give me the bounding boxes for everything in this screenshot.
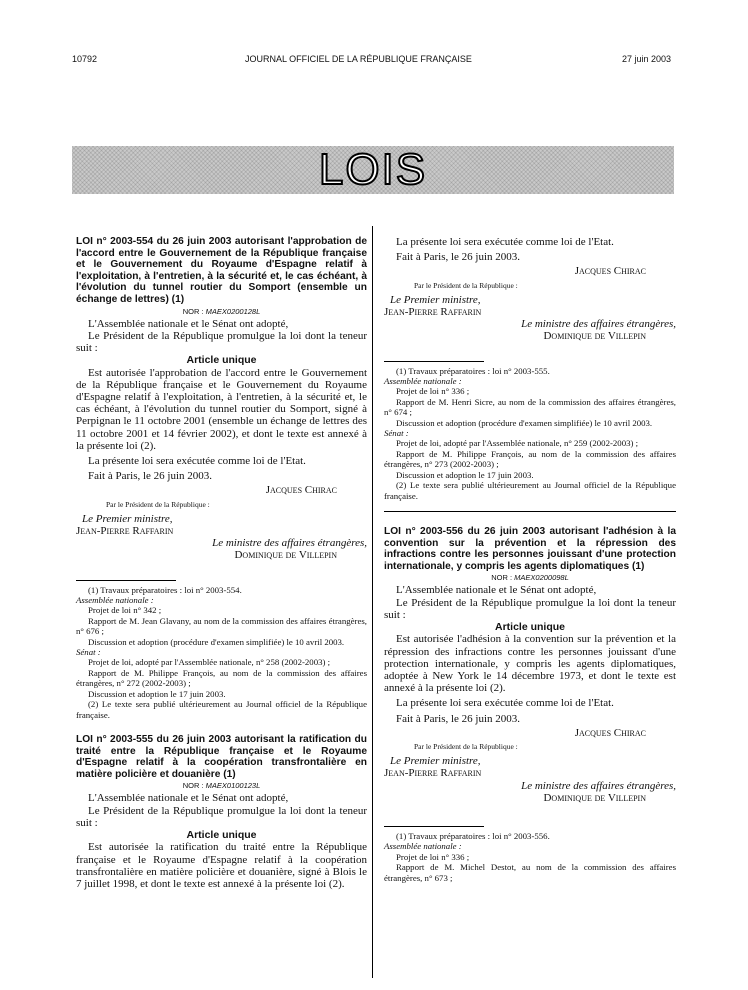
journal-title: JOURNAL OFFICIEL DE LA RÉPUBLIQUE FRANÇAISE [245,54,472,64]
footnote-line: Discussion et adoption (procédure d'examen simplifiée) le 10 avril 2003. [88,636,345,647]
law-555-article-text: Est autorisée la ratification du traité entre la République française et le Royaume d'Espagne relatif à la coopération transfrontalière en matière policière et douanière, signé à Blois le 7 juillet 1998, et dont le texte est annexé à la présente loi (2). [76,841,367,890]
footnote-line: Discussion et adoption (procédure d'examen simplifiée) le 10 avril 2003. [396,417,653,428]
law-556-by-president: Par le Président de la République : [414,741,518,751]
law-554-footnote-rule [76,580,176,581]
footnote-line: Discussion et adoption le 17 juin 2003. [396,469,534,480]
law-556-footnotes [384,831,676,883]
section-title: LOIS [318,145,428,194]
law-554-article-heading: Article unique [186,354,257,367]
right-column [384,236,676,883]
footnote-line: Rapport de M. Jean Glavany, au nom de la commission des affaires étrangères, n° 676 ; [76,615,367,637]
column-divider [372,226,373,978]
footnote-line: Rapport de M. Michel Destot, au nom de la commission des affaires étrangères, n° 673 ; [384,862,676,883]
footnote-title: (1) Travaux préparatoires : loi n° 2003-555. [396,365,550,376]
footnote-line: Discussion et adoption le 17 juin 2003. [88,688,226,699]
footnote-line: Rapport de M. Philippe François, au nom de la commission des affaires étrangères, n° 273 (2002-2003) ; [384,448,676,470]
footnote-line: Rapport de M. Philippe François, au nom de la commission des affaires étrangères, n° 272 (2002-2003) ; [76,667,367,689]
law-556-promulgation: Le Président de la République promulgue la loi dont la teneur suit : [384,596,676,621]
law-554-title: LOI n° 2003-554 du 26 juin 2003 autorisant l'approbation de l'accord entre le Gouvernement de la République française et le Gouvernement du Royaume d'Espagne relatif à l'exploitation, à l'entretien, à la sécurité et, le cas échéant, à l'évolution du tunnel routier du Somport (ensemble un échange de lettres) (1) [76,236,367,305]
law-555-title: LOI n° 2003-555 du 26 juin 2003 autorisant la ratification du traité entre la République française et le Royaume d'Espagne relatif à la coopération transfrontalière en matière policière et douanière (1) [76,733,367,780]
footnote-line: Projet de loi n° 336 ; [396,386,470,397]
footnote-line: Assemblée nationale : [384,841,462,852]
law-556-title: LOI n° 2003-556 du 26 juin 2003 autorisant l'adhésion à la convention sur la prévention et la répression des infractions contre les personnes jouissant d'une protection internationale, y compris les agents diplomatiques (1) [384,525,676,572]
footnote-title: (1) Travaux préparatoires : loi n° 2003-556. [396,830,550,841]
law-555-adopted: L'Assemblée nationale et le Sénat ont adopté, [88,792,289,805]
law-556-signature-president: Jacques Chirac [574,726,646,739]
law-554-adopted: L'Assemblée nationale et le Sénat ont adopté, [88,317,289,330]
law-554-article-text: Est autorisée l'approbation de l'accord entre le Gouvernement de la République française et le Gouvernement du Royaume d'Espagne relatif à l'exploitation, à l'entretien, à la sécurité et, le cas échéant, à l'évolution du tunnel routier du Somport, signé à Perpignan le 11 octobre 2001 (ensemble un échange de lettres des 11 octobre 2001 et 14 février 2002), et dont le texte est annexé à la présente loi (2). [76,366,367,452]
law-554-minister-label: Le ministre des affaires étrangères, [212,537,367,550]
law-555-nor: NOR : MAEX0100123L [182,781,261,791]
law-556-article-heading: Article unique [494,621,565,634]
footnote-line: Sénat : [384,428,409,439]
law-554-pm-name: Jean-Pierre Raffarin [76,525,174,538]
law-555-pm-label: Le Premier ministre, [390,293,481,306]
page-number: 10792 [72,54,98,64]
issue-date: 27 juin 2003 [622,54,672,64]
footnote-line: Rapport de M. Henri Sicre, au nom de la commission des affaires étrangères, n° 674 ; [384,396,676,418]
law-554-by-president: Par le Président de la République : [106,499,210,509]
footnote-line: Assemblée nationale : [76,595,154,606]
law-556-pm-name: Jean-Pierre Raffarin [384,767,482,780]
section-rule [384,511,676,512]
left-column [76,236,367,890]
law-555-footnote-rule [384,361,484,362]
law-554-execution: La présente loi sera exécutée comme loi de l'Etat. [88,455,306,467]
law-555-signature-president: Jacques Chirac [574,265,646,278]
law-554-footnotes [76,585,367,720]
law-555-footnotes [384,366,676,501]
law-554-promulgation: Le Président de la République promulgue la loi dont la teneur suit : [76,329,367,355]
section-banner [72,146,674,194]
footnote-line: Projet de loi, adopté par l'Assemblée nationale, n° 259 (2002-2003) ; [396,438,639,449]
law-554-nor: NOR : MAEX0200128L [182,306,261,316]
law-555-place-date: Fait à Paris, le 26 juin 2003. [396,251,521,264]
law-556-pm-label: Le Premier ministre, [390,755,481,768]
footnote-line: Projet de loi n° 342 ; [88,605,162,616]
footnote-title: (1) Travaux préparatoires : loi n° 2003-554. [88,584,242,595]
footnote-line: (2) Le texte sera publié ultérieurement au Journal officiel de la République française. [76,699,367,720]
law-554-place-date: Fait à Paris, le 26 juin 2003. [88,470,213,483]
law-556-adopted: L'Assemblée nationale et le Sénat ont adopté, [396,584,597,597]
law-556-nor: NOR : MAEX0200098L [491,573,569,583]
law-554-minister-name: Dominique de Villepin [234,549,337,562]
footnote-line: Projet de loi n° 336 ; [396,851,470,862]
law-556-minister-name: Dominique de Villepin [543,791,646,804]
law-555-by-president: Par le Président de la République : [414,280,518,290]
footnote-line: Assemblée nationale : [384,376,462,387]
footnote-line: Sénat : [76,647,101,658]
footnote-line: (2) Le texte sera publié ultérieurement au Journal officiel de la République française. [384,480,676,501]
law-554-signature-president: Jacques Chirac [265,484,337,497]
law-555-pm-name: Jean-Pierre Raffarin [384,306,482,319]
law-555-execution: La présente loi sera exécutée comme loi de l'Etat. [396,236,614,248]
law-556-place-date: Fait à Paris, le 26 juin 2003. [396,712,521,725]
law-555-promulgation: Le Président de la République promulgue la loi dont la teneur suit : [76,804,367,829]
law-556-minister-label: Le ministre des affaires étrangères, [521,779,676,792]
law-554-pm-label: Le Premier ministre, [82,512,173,525]
law-555-article-heading: Article unique [186,829,257,842]
law-555-minister-label: Le ministre des affaires étrangères, [521,318,676,331]
footnote-line: Projet de loi, adopté par l'Assemblée nationale, n° 258 (2002-2003) ; [88,657,331,668]
law-555-minister-name: Dominique de Villepin [543,330,646,343]
law-556-footnote-rule [384,826,484,827]
law-556-execution: La présente loi sera exécutée comme loi de l'Etat. [396,697,614,710]
law-556-article-text: Est autorisée l'adhésion à la convention sur la prévention et la répression des infractions contre les personnes jouissant d'une protection internationale, y compris les agents diplomatiques, adoptée à New York le 14 décembre 1973, et dont le texte est annexé à la présente loi (2). [384,633,676,695]
